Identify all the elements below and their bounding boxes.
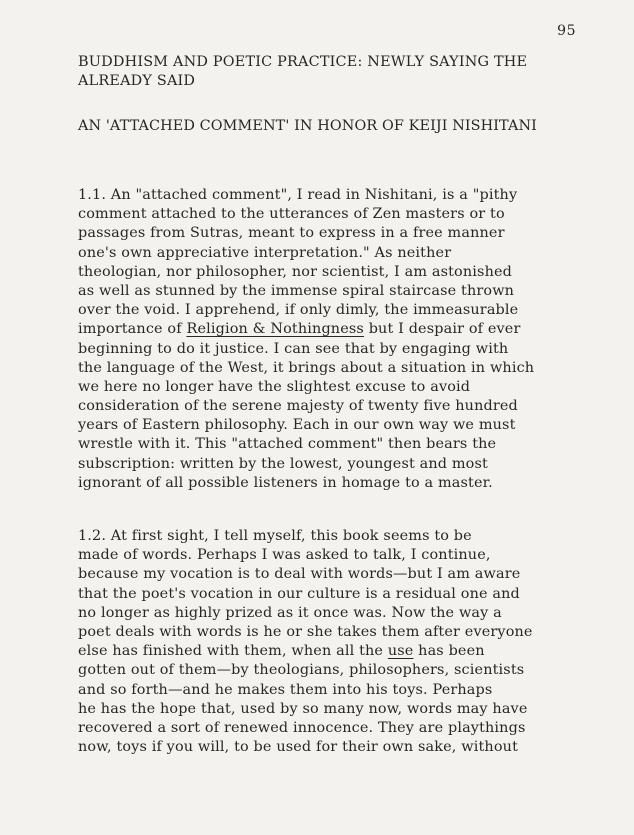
book-title-underlined: Religion & Nothingness bbox=[186, 321, 364, 338]
page-number: 95 bbox=[557, 23, 576, 39]
text-line bbox=[78, 642, 598, 661]
text-line: one's own appreciative interpretation." As neither bbox=[78, 244, 452, 261]
text-segment: but I despair of ever bbox=[363, 321, 521, 338]
text-line: passages from Sutras, meant to express in a free manner bbox=[78, 225, 505, 242]
text-segment: importance of bbox=[78, 321, 187, 338]
text-line: 1.2. At first sight, I tell myself, this book seems to be bbox=[78, 528, 472, 544]
text-line: consideration of the serene majesty of twenty five hundred bbox=[78, 398, 518, 415]
text-line: beginning to do it justice. I can see that by engaging with bbox=[78, 340, 509, 357]
text-line: 1.1. An "attached comment", I read in Nishitani, is a "pithy bbox=[78, 187, 518, 203]
text-line: comment attached to the utterances of Zen masters or to bbox=[78, 206, 505, 223]
text-line: the language of the West, it brings about a situation in which bbox=[78, 359, 535, 376]
text-line: subscription: written by the lowest, youngest and most bbox=[78, 455, 488, 472]
text-line: we here no longer have the slightest excuse to avoid bbox=[78, 378, 471, 395]
paragraph-1-2 bbox=[78, 527, 598, 757]
text-line: made of words. Perhaps I was asked to talk, I continue, bbox=[78, 547, 491, 564]
text-line bbox=[78, 320, 598, 339]
text-line: recovered a sort of renewed innocence. They are playthings bbox=[78, 719, 526, 736]
essay-subtitle: AN 'ATTACHED COMMENT' IN HONOR OF KEIJI NISHITANI bbox=[78, 118, 537, 134]
paragraph-1-1 bbox=[78, 186, 598, 493]
text-line: because my vocation is to deal with words—but I am aware bbox=[78, 566, 521, 583]
underlined-word: use bbox=[387, 643, 414, 660]
text-line: and so forth—and he makes them into his toys. Perhaps bbox=[78, 681, 493, 698]
text-line: gotten out of them—by theologians, philosophers, scientists bbox=[78, 662, 525, 679]
text-line: now, toys if you will, to be used for their own sake, without bbox=[78, 739, 518, 756]
text-line: no longer as highly prized as it once was. Now the way a bbox=[78, 604, 502, 621]
text-segment: else has finished with them, when all the bbox=[78, 643, 388, 660]
text-line: ignorant of all possible listeners in homage to a master. bbox=[78, 474, 493, 491]
text-line: years of Eastern philosophy. Each in our own way we must bbox=[78, 417, 516, 434]
essay-title: BUDDHISM AND POETIC PRACTICE: NEWLY SAYING THE ALREADY SAID bbox=[78, 54, 528, 89]
text-line: poet deals with words is he or she takes them after everyone bbox=[78, 623, 533, 640]
text-line: over the void. I apprehend, if only dimly, the immeasurable bbox=[78, 302, 519, 319]
text-line: he has the hope that, used by so many now, words may have bbox=[78, 700, 528, 717]
text-line: theologian, nor philosopher, nor scientist, I am astonished bbox=[78, 263, 513, 280]
text-line: that the poet's vocation in our culture is a residual one and bbox=[78, 585, 520, 602]
text-line: wrestle with it. This "attached comment" then bears the bbox=[78, 436, 497, 453]
text-line: as well as stunned by the immense spiral staircase thrown bbox=[78, 282, 515, 299]
text-segment: has been bbox=[413, 643, 485, 660]
